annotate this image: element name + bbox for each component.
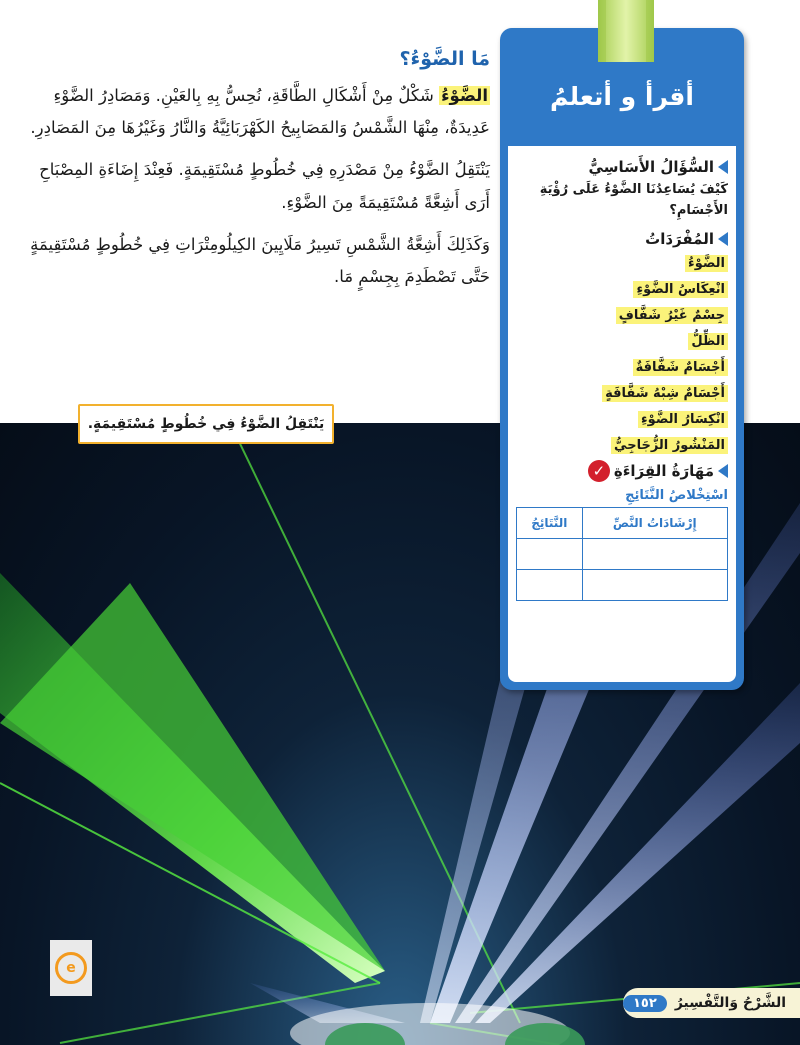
page-number: ١٥٢ <box>623 995 667 1012</box>
vocab-item: انْعِكَاسُ الضَّوْءِ <box>516 278 728 297</box>
vocabulary-list <box>516 252 728 453</box>
sidebar-body <box>508 146 736 682</box>
term-light: الضَّوْءُ <box>441 86 488 105</box>
footer-label: الشَّرْحُ وَالتَّفْسِيرُ <box>674 995 787 1011</box>
footer-page-tab <box>623 988 800 1018</box>
vocab-item: جِسْمٌ غَيْرُ شَفَّافٍ <box>516 304 728 323</box>
read-and-learn-box <box>500 28 744 690</box>
vocab-item: أَجْسَامٌ شَفَّافَةٌ <box>516 356 728 375</box>
triangle-bullet-icon <box>718 232 728 246</box>
publisher-logo-icon: e <box>55 952 87 984</box>
paragraph-1 <box>28 80 490 144</box>
vocab-item: المَنْشُورُ الزُّجَاجِيُّ <box>516 434 728 453</box>
main-text-column <box>28 48 490 303</box>
sidebar-title: أقرأ و أتعلمُ <box>550 82 694 111</box>
table-header-text-clues: إِرْشَادَاتُ النَّصِّ <box>582 507 727 538</box>
section-heading: مَا الضَّوْءُ؟ <box>399 48 490 70</box>
table-header-conclusions: النَّتَائِجُ <box>517 507 583 538</box>
vocab-item: الضَّوْءُ <box>516 252 728 271</box>
triangle-bullet-icon <box>718 464 728 478</box>
essential-question: كَيْفَ يُسَاعِدُنَا الضَّوْءُ عَلَى رُؤْيَةِ الأَجْسَامِ؟ <box>539 182 728 218</box>
bookmark-ribbon <box>598 0 654 62</box>
vocabulary-heading: المُفْرَدَاتُ <box>516 230 728 248</box>
vocab-item: أَجْسَامٌ شِبْهُ شَفَّافَةٍ <box>516 382 728 401</box>
paragraph-2: يَنْتَقِلُ الضَّوْءُ مِنْ مَصْدَرِهِ فِي خُطُوطٍ مُسْتَقِيمَةٍ. فَعِنْدَ إِضَاءَةِ المِصْبَاحِ أَرَى أَشِعَّةً مُسْتَقِيمَةً مِنَ الضَّوْءِ. <box>39 160 490 212</box>
publisher-logo <box>50 940 92 996</box>
table-cell[interactable] <box>517 538 583 569</box>
paragraph-1-text: شَكْلٌ مِنْ أَشْكَالِ الطَّاقَةِ، نُحِسُّ بِهِ بِالعَيْنِ. وَمَصَادِرُ الضَّوْءِ عَدِيدَةٌ، مِنْهَا الشَّمْسُ وَالمَصَابِيحُ الكَهْرَبَائِيَّةُ وَالنَّارُ وَغَيْرُهَا مِنَ المَصَادِرِ. <box>30 86 490 138</box>
triangle-bullet-icon <box>718 160 728 174</box>
table-cell[interactable] <box>517 569 583 600</box>
drawing-conclusions-table <box>516 507 728 601</box>
essential-question-heading: السُّؤَالُ الأَسَاسِيُّ <box>516 158 728 176</box>
table-cell[interactable] <box>582 538 727 569</box>
vocab-item: انْكِسَارُ الضَّوْءِ <box>516 408 728 427</box>
blue-laser-beam <box>475 683 800 1023</box>
reading-skill-subheading: اسْتِخْلاصُ النَّتَائِجِ <box>625 487 728 503</box>
photo-caption: يَنْتَقِلُ الضَّوْءُ فِي خُطُوطٍ مُسْتَقِيمَةٍ. <box>78 404 334 444</box>
paragraph-3: وَكَذَلِكَ أَشِعَّةُ الشَّمْسِ تَسِيرُ مَلَايِينَ الكِيلُومِتْرَاتِ فِي خُطُوطٍ مُسْتَقِيمَةٍ حَتَّى تَصْطَدِمَ بِجِسْمٍ مَا. <box>30 234 490 286</box>
table-cell[interactable] <box>582 569 727 600</box>
checkmark-icon: ✓ <box>588 460 610 482</box>
vocab-item: الظِّلُّ <box>516 330 728 349</box>
reading-skill-heading: مَهَارَةُ القِرَاءَةِ ✓ <box>516 460 728 482</box>
